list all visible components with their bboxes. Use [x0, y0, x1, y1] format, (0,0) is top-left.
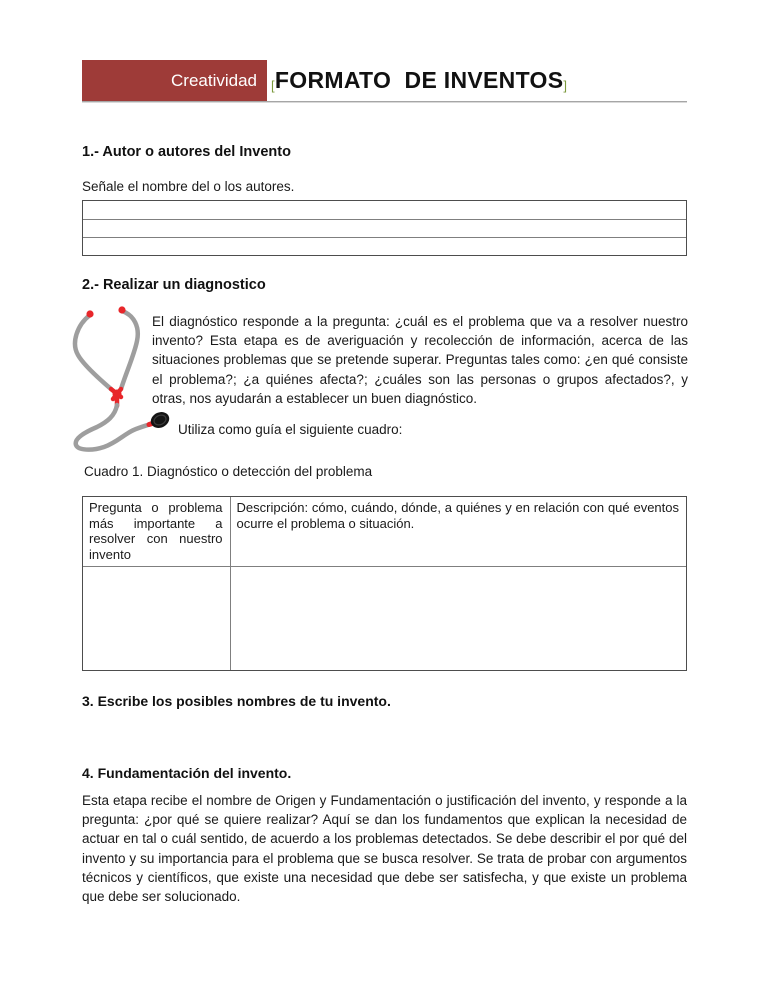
author-input-row[interactable]	[83, 237, 686, 255]
diagnostico-col1-input-cell[interactable]	[83, 567, 231, 670]
authors-table	[82, 200, 687, 256]
title-bracket-right: ]	[563, 78, 568, 93]
author-input-row[interactable]	[83, 219, 686, 237]
page-title-text: FORMATO DE INVENTOS	[274, 67, 564, 93]
page-title	[271, 67, 567, 94]
section1-heading: 1.- Autor o autores del Invento	[82, 144, 291, 160]
diagnostico-col2-input-cell[interactable]	[231, 567, 686, 670]
header-divider	[82, 101, 687, 103]
diagnostico-table	[82, 496, 687, 671]
diagnostico-table-header-row	[83, 497, 686, 566]
section2-guide-line: Utiliza como guía el siguiente cuadro:	[178, 422, 403, 437]
diagnostico-table-input-row	[83, 566, 686, 670]
cuadro1-caption: Cuadro 1. Diagnóstico o detección del problema	[84, 464, 373, 479]
diagnostico-col1-header: Pregunta o problema más importante a resolver con nuestro invento	[83, 497, 231, 566]
section4-heading: 4. Fundamentación del invento.	[82, 765, 292, 781]
section4-paragraph: Esta etapa recibe el nombre de Origen y Fundamentación o justificación del invento, y responde a la pregunta: ¿por qué se quiere realizar? Aquí se dan los fundamentos que explican la necesidad de actuar en tal o cuál sentido, de acuerdo a los problemas detectados. Se debe describir el por qué del invento y su importancia para el problema que se busca resolver. Se trata de probar con argumentos técnicos y científicos, que existe una necesidad que debe ser satisfecha, y que existe un problema que debe ser solucionado.	[82, 793, 687, 905]
author-input-row[interactable]	[83, 201, 686, 219]
section2-heading: 2.- Realizar un diagnostico	[82, 277, 266, 293]
diagnostico-col2-header: Descripción: cómo, cuándo, dónde, a quiénes y en relación con qué eventos ocurre el problema o situación.	[236, 500, 679, 531]
badge-label: Creatividad	[171, 71, 257, 90]
creatividad-badge	[82, 60, 267, 102]
section1-instruction: Señale el nombre del o los autores.	[82, 179, 295, 194]
section2-paragraph: El diagnóstico responde a la pregunta: ¿cuál es el problema que va a resolver nuestro invento? Esta etapa es de averiguación y recolección de información, acerca de las situaciones problemas que se pretende superar. Preguntas tales como: ¿en qué consiste el problema?; ¿a quiénes afecta?; ¿cuáles son las personas o grupos afectados?, y otras, nos ayudarán a establecer un buen diagnóstico.	[152, 314, 688, 406]
title-bracket-left: [	[271, 78, 275, 93]
section3-heading: 3. Escribe los posibles nombres de tu invento.	[82, 693, 391, 709]
